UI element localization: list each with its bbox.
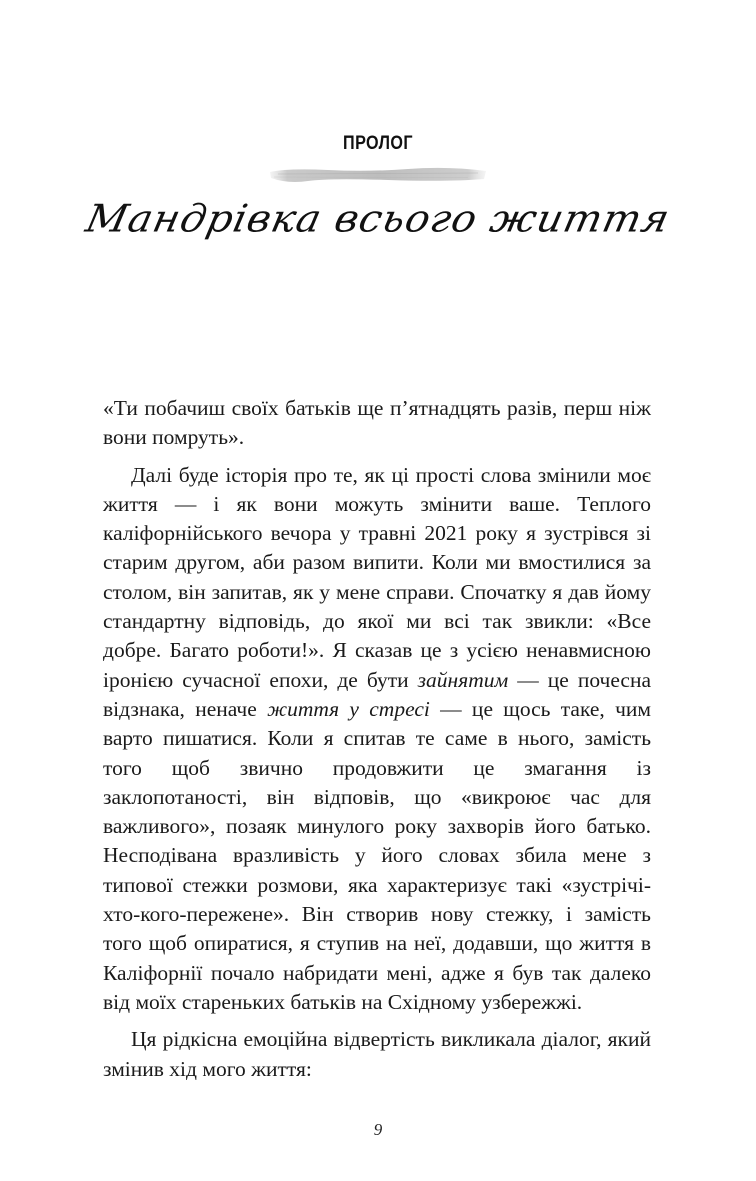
chapter-label: ПРОЛОГ — [343, 133, 413, 154]
paragraph-2-emphasis-2: життя у стресі — [267, 696, 430, 721]
brush-stroke-decoration — [268, 166, 488, 184]
paragraph-2 — [103, 461, 651, 1018]
paragraph-3: Ця рідкісна емоційна відвертість викликала діалог, який змінив хід мого життя: — [103, 1027, 651, 1081]
chapter-title: Мандрівка всього життя — [81, 197, 675, 241]
paragraph-2-emphasis-1: зайнятим — [417, 667, 509, 692]
paragraph-2-part-a: Далі буде історія про те, як ці прості слова змінили моє життя — і як вони можуть змінити ваше. Теплого каліфорнійського вечора у травні 2021 року я зустрівся зі старим другом, аби разом випити. Коли ми вмостилися за столом, він запитав, як у мене справи. Спочатку я дав йому стандартну відповідь, до якої ми всі так звикли: «Все добре. Багато роботи!». Я сказав це з усією ненавмисною іронією сучасної епохи, де бути — [103, 462, 651, 692]
paragraph-2-part-c: — це щось таке, чим варто пишатися. Коли я спитав те саме в нього, замість того щоб звично продовжити це змагання із заклопотаності, він відповів, що «викроює час для важливого», позаяк минулого року захворів його батько. Несподівана вразливість у його словах збила мене з типової стежки розмови, яка характеризує такі «зустрічі-хто-кого-пережене». Він створив нову стежку, і замість того щоб опиратися, я ступив на неї, додавши, що життя в Каліфорнії почало набридати мені, адже я був так далеко від моїх старенькиx батьків на Східному узбережжі. — [103, 696, 651, 1014]
page-number: 9 — [373, 1120, 383, 1139]
paragraph-1: «Ти побачиш своїх батьків ще п’ятнадцять разів, перш ніж вони помруть». — [103, 396, 651, 450]
paragraph-2-part-b: — це почесна відзнака, неначе — [103, 667, 652, 721]
body-text — [103, 394, 651, 1084]
